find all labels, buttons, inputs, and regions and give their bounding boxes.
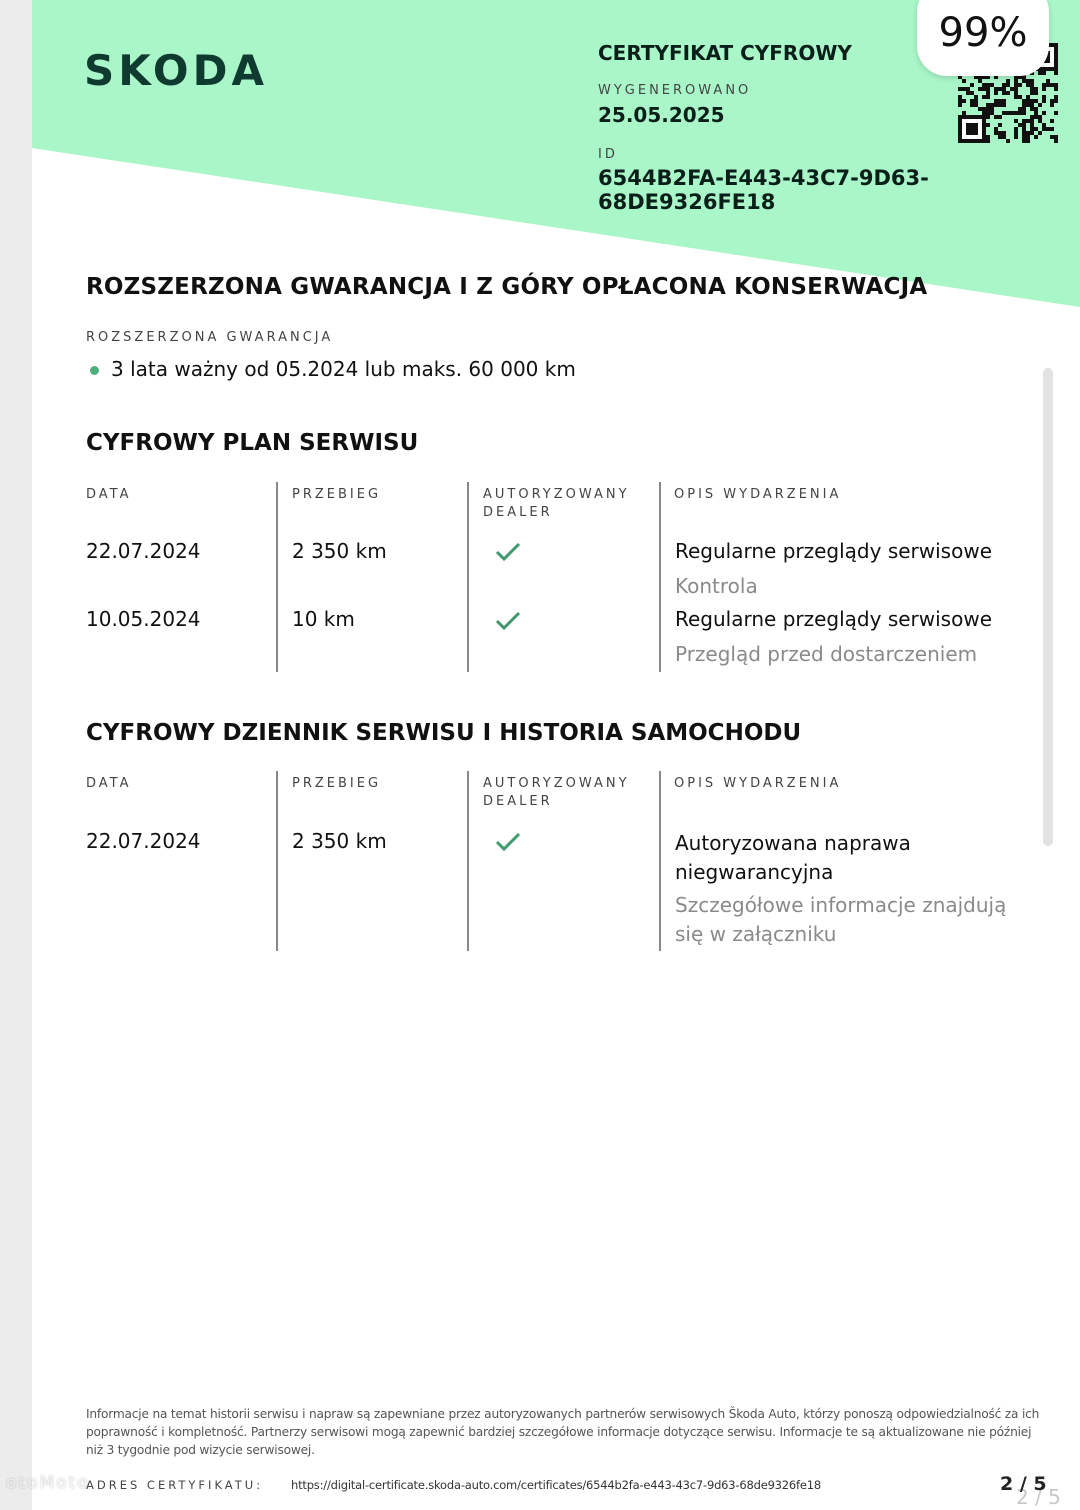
check-icon <box>495 541 521 563</box>
table-row-detail: Kontrola <box>675 574 758 598</box>
col-mileage: PRZEBIEG <box>292 487 382 502</box>
service-log-table <box>86 771 1046 951</box>
column-divider <box>659 771 661 951</box>
column-divider <box>467 771 469 951</box>
generated-date: 25.05.2025 <box>598 103 725 127</box>
col-date: DATA <box>86 487 132 502</box>
section-warranty-title: ROZSZERZONA GWARANCJA I Z GÓRY OPŁACONA KONSERWACJA <box>86 274 928 300</box>
col-description: OPIS WYDARZENIA <box>674 776 842 791</box>
service-plan-title: CYFROWY PLAN SERWISU <box>86 430 419 456</box>
column-divider <box>467 482 469 672</box>
footer-note: Informacje na temat historii serwisu i napraw są zapewniane przez autoryzowanych partnerów serwisowych Škoda Auto, którzy ponoszą odpowiedzialność za ich poprawność i kompletność. Partnerzy serwisowi mogą zapewnić bardziej szczegółowe informacje dotyczące serwisu. Informacje te są aktualizowane nie później niż 3 tygodnie pod wizycie serwisowej. <box>86 1407 1040 1457</box>
table-row-detail: Przegląd przed dostarczeniem <box>675 642 978 666</box>
table-row-mileage: 2 350 km <box>292 539 387 563</box>
table-row-mileage: 10 km <box>292 607 355 631</box>
zoom-percent: 99% <box>938 10 1028 56</box>
skoda-logo: SKODA <box>84 46 268 95</box>
bullet-icon <box>90 366 99 375</box>
table-row-date: 22.07.2024 <box>86 539 201 563</box>
table-row-description: Autoryzowana naprawa niegwarancyjna <box>675 831 911 884</box>
table-row-detail: Szczegółowe informacje znajdują się w załączniku <box>675 893 1007 946</box>
table-row-date: 22.07.2024 <box>86 829 201 853</box>
scrollbar[interactable] <box>1043 368 1053 846</box>
col-mileage: PRZEBIEG <box>292 776 382 791</box>
certificate-id: 6544B2FA-E443-43C7-9D63-68DE9326FE18 <box>598 166 929 214</box>
certificate-url-link[interactable]: https://digital-certificate.skoda-auto.com/certificates/6544b2fa-e443-43c7-9d63-68de9326fe18 <box>291 1478 821 1492</box>
col-date: DATA <box>86 776 132 791</box>
table-row-mileage: 2 350 km <box>292 829 387 853</box>
zoom-badge <box>917 0 1049 76</box>
page-number-ghost: 2 / 5 <box>1016 1485 1061 1509</box>
generated-label: WYGENEROWANO <box>598 83 752 98</box>
check-icon <box>495 610 521 632</box>
table-row-description: Regularne przeglądy serwisowe <box>675 607 992 631</box>
certificate-title: CERTYFIKAT CYFROWY <box>598 41 852 65</box>
column-divider <box>276 482 278 672</box>
page-number: 2 / 5 <box>1000 1473 1047 1495</box>
warranty-label: ROZSZERZONA GWARANCJA <box>86 330 334 345</box>
footer-url-label: ADRES CERTYFIKATU: <box>86 1478 264 1492</box>
table-row-date: 10.05.2024 <box>86 607 201 631</box>
col-dealer: AUTORYZOWANY DEALER <box>483 487 630 520</box>
service-plan-table <box>86 482 1046 672</box>
column-divider <box>659 482 661 672</box>
col-description: OPIS WYDARZENIA <box>674 487 842 502</box>
col-dealer: AUTORYZOWANY DEALER <box>483 776 630 809</box>
certificate-page <box>32 0 1080 1510</box>
service-log-title: CYFROWY DZIENNIK SERWISU I HISTORIA SAMOCHODU <box>86 720 802 746</box>
watermark: otoMoto <box>6 1473 90 1493</box>
column-divider <box>276 771 278 951</box>
check-icon <box>495 831 521 853</box>
id-label: ID <box>598 147 618 162</box>
warranty-text: 3 lata ważny od 05.2024 lub maks. 60 000 km <box>111 357 576 381</box>
table-row-description: Regularne przeglądy serwisowe <box>675 539 992 563</box>
